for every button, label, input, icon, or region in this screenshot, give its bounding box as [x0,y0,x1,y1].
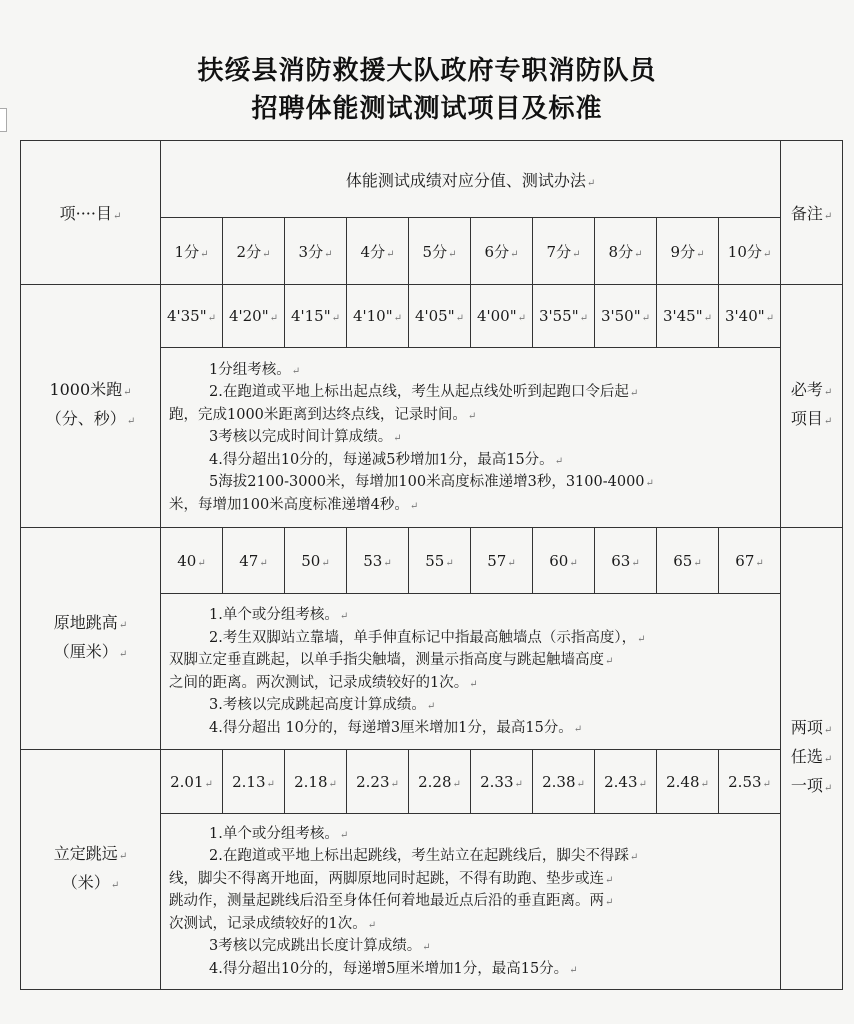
item-name-line: 原地跳高↵ [53,612,128,632]
paragraph-mark: ↵ [386,248,395,260]
paragraph-mark: ↵ [700,778,709,790]
paragraph-mark: ↵ [645,478,654,490]
paragraph-mark: ↵ [629,852,639,864]
score-value: 3'55"↵ [533,285,595,348]
paragraph-mark: ↵ [823,754,833,765]
paragraph-mark: ↵ [514,778,523,790]
paragraph-mark: ↵ [367,919,377,931]
remark-line: 必考↵ [790,380,833,399]
paragraph-mark: ↵ [110,879,120,891]
highjump-description [161,594,781,750]
paragraph-mark: ↵ [823,387,833,398]
score-header: 1分↵ [161,218,223,285]
score-value: 55↵ [409,528,471,594]
item-name-unit: （分、秒）↵ [45,409,136,428]
paragraph-mark: ↵ [467,410,477,422]
paragraph-mark: ↵ [823,783,833,794]
score-value: 40↵ [161,528,223,594]
paragraph-mark: ↵ [507,557,516,569]
paragraph-mark: ↵ [200,248,209,260]
score-value: 53↵ [347,528,409,594]
item-name-unit: （米）↵ [61,872,120,892]
paragraph-mark: ↵ [426,701,436,712]
item-name-highjump [21,528,161,750]
score-header: 8分↵ [595,218,657,285]
remark-line: 任选↵ [790,747,833,766]
header-method-label: 体能测试成绩对应分值、测试办法↵ [345,170,596,190]
paragraph-mark: ↵ [631,557,640,569]
score-value: 2.48↵ [657,750,719,814]
paragraph-mark: ↵ [765,313,775,324]
header-item-label: 项····目↵ [59,204,122,223]
paragraph-mark: ↵ [393,433,402,445]
paragraph-mark: ↵ [573,723,583,735]
desc-line: 2.在跑道或平地上标出起点线，考生从起点线处听到起跑口令后起↵ [209,384,639,401]
paragraph-mark: ↵ [762,778,771,790]
paragraph-mark: ↵ [112,211,122,222]
paragraph-mark: ↵ [569,557,578,569]
paragraph-mark: ↵ [510,248,519,260]
paragraph-mark: ↵ [641,313,651,324]
paragraph-mark: ↵ [422,942,431,954]
item-name-longjump [21,750,161,990]
score-header: 2分↵ [223,218,285,285]
remark-run [781,285,843,528]
page-edge-marker [0,108,7,132]
score-value: 50↵ [285,528,347,594]
desc-line: 线，脚尖不得离开地面，两脚原地同时起跳，不得有助跑、垫步或连↵ [169,870,614,887]
paragraph-mark: ↵ [455,313,465,324]
paragraph-mark: ↵ [321,557,330,569]
paragraph-mark: ↵ [448,248,457,260]
paragraph-mark: ↵ [605,656,614,667]
score-value: 2.23↵ [347,750,409,814]
item-name-line: 立定跳远↵ [53,843,128,863]
paragraph-mark: ↵ [638,778,647,790]
paragraph-mark: ↵ [126,416,136,427]
score-value: 4'20"↵ [223,285,285,348]
item-name-run [21,285,161,528]
desc-line: 米，每增加100米高度标准递增4秒。↵ [169,496,419,513]
score-value: 3'40"↵ [719,285,781,348]
paragraph-mark: ↵ [331,313,341,324]
paragraph-mark: ↵ [569,964,578,976]
score-value: 60↵ [533,528,595,594]
desc-line: 1.单个或分组考核。↵ [209,607,349,623]
paragraph-mark: ↵ [762,248,772,260]
paragraph-mark: ↵ [629,388,639,400]
remark-jumps [781,528,843,990]
paragraph-mark: ↵ [696,248,705,260]
score-value: 4'35"↵ [161,285,223,348]
desc-line: 1.单个或分组考核。↵ [209,825,349,842]
item-name-unit: （厘米）↵ [53,641,128,661]
score-header: 7分↵ [533,218,595,285]
remark-line: 项目↵ [790,409,833,428]
paragraph-mark: ↵ [339,829,349,841]
remark-line: 一项↵ [790,776,833,795]
paragraph-mark: ↵ [393,313,403,324]
score-value: 2.18↵ [285,750,347,814]
remark-line: 两项↵ [790,718,833,737]
paragraph-mark: ↵ [693,557,702,569]
score-value: 2.33↵ [471,750,533,814]
score-value: 4'05"↵ [409,285,471,348]
desc-line: 4.得分超出10分的，每递增5厘米增加1分，最高15分。↵ [209,960,578,977]
desc-line: 4.得分超出 10分的，每递增3厘米增加1分，最高15分。↵ [209,719,583,736]
desc-line: 1分组考核。↵ [209,361,301,378]
longjump-description [161,814,781,990]
paragraph-mark: ↵ [197,557,206,569]
item-name-line: 1000米跑↵ [49,380,132,399]
score-value: 4'00"↵ [471,285,533,348]
desc-line: 双脚立定垂直跳起，以单手指尖触墙，测量示指高度与跳起触墙高度↵ [169,652,614,668]
score-value: 3'50"↵ [595,285,657,348]
paragraph-mark: ↵ [637,633,646,645]
paragraph-mark: ↵ [269,313,279,324]
score-value: 2.13↵ [223,750,285,814]
paragraph-mark: ↵ [445,557,454,569]
paragraph-mark: ↵ [452,778,461,790]
desc-line: 3考核以完成跳出长度计算成绩。↵ [209,938,431,955]
paragraph-mark: ↵ [703,313,713,324]
paragraph-mark: ↵ [118,850,128,862]
score-value: 3'45"↵ [657,285,719,348]
paragraph-mark: ↵ [517,313,527,324]
score-value: 4'10"↵ [347,285,409,348]
score-value: 4'15"↵ [285,285,347,348]
paragraph-mark: ↵ [576,778,585,790]
score-header: 5分↵ [409,218,471,285]
desc-line: 2.考生双脚站立靠墙，单手伸直标记中指最高触墙点（示指高度），↵ [209,629,646,646]
header-remark-label: 备注↵ [790,204,833,223]
paragraph-mark: ↵ [207,313,217,324]
score-header: 6分↵ [471,218,533,285]
score-header: 10分↵ [719,218,781,285]
paragraph-mark: ↵ [469,678,478,690]
highjump-values-row [21,528,843,594]
paragraph-mark: ↵ [605,897,614,909]
paragraph-mark: ↵ [579,313,589,324]
header-item-cell [21,141,161,285]
paragraph-mark: ↵ [118,648,128,660]
header-method-cell [161,141,781,218]
paragraph-mark: ↵ [123,387,132,398]
score-header: 4分↵ [347,218,409,285]
paragraph-mark: ↵ [554,455,564,467]
paragraph-mark: ↵ [339,611,349,622]
paragraph-mark: ↵ [262,248,271,260]
paragraph-mark: ↵ [755,557,764,569]
score-value: 67↵ [719,528,781,594]
paragraph-mark: ↵ [204,778,213,790]
paragraph-mark: ↵ [634,248,643,260]
score-value: 63↵ [595,528,657,594]
longjump-values-row [21,750,843,814]
paragraph-mark: ↵ [823,416,833,427]
paragraph-mark: ↵ [291,365,301,377]
paragraph-mark: ↵ [572,248,581,260]
paragraph-mark: ↵ [605,874,614,886]
run-values-row [21,285,843,348]
desc-line: 跑，完成1000米距离到达终点线，记录时间。↵ [169,406,477,423]
desc-line: 跳动作，测量起跳线后沿至身体任何着地最近点后沿的垂直距离。两↵ [169,893,614,910]
desc-line: 2.在跑道或平地上标出起跳线，考生站立在起跳线后，脚尖不得踩↵ [209,848,639,865]
title-line-2: 招聘体能测试测试项目及标准 [251,94,603,124]
score-header: 3分↵ [285,218,347,285]
score-value: 57↵ [471,528,533,594]
header-remark-cell [781,141,843,285]
score-value: 2.01↵ [161,750,223,814]
paragraph-mark: ↵ [259,557,268,569]
paragraph-mark: ↵ [586,177,596,189]
score-value: 47↵ [223,528,285,594]
paragraph-mark: ↵ [823,211,833,222]
title-line-1: 扶绥县消防救援大队政府专职消防队员 [197,56,657,86]
score-value: 2.43↵ [595,750,657,814]
paragraph-mark: ↵ [383,557,392,569]
score-value: 2.38↵ [533,750,595,814]
paragraph-mark: ↵ [823,725,833,736]
paragraph-mark: ↵ [328,778,337,790]
score-value: 2.53↵ [719,750,781,814]
paragraph-mark: ↵ [409,500,419,512]
score-header: 9分↵ [657,218,719,285]
paragraph-mark: ↵ [390,778,399,790]
desc-line: 3考核以完成时间计算成绩。↵ [209,429,402,446]
paragraph-mark: ↵ [324,248,333,260]
run-description [161,348,781,528]
desc-line: 之间的距离。两次测试，记录成绩较好的1次。↵ [169,674,478,691]
paragraph-mark: ↵ [118,619,128,631]
desc-line: 次测试，记录成绩较好的1次。↵ [169,915,377,932]
paragraph-mark: ↵ [266,778,275,790]
desc-line: 3.考核以完成跳起高度计算成绩。↵ [209,697,436,713]
score-value: 2.28↵ [409,750,471,814]
desc-line: 5海拔2100-3000米，每增加100米高度标准递增3秒，3100-4000↵ [209,474,654,491]
desc-line: 4.得分超出10分的，每递减5秒增加1分，最高15分。↵ [209,451,564,468]
standards-table [20,140,843,990]
score-value: 65↵ [657,528,719,594]
